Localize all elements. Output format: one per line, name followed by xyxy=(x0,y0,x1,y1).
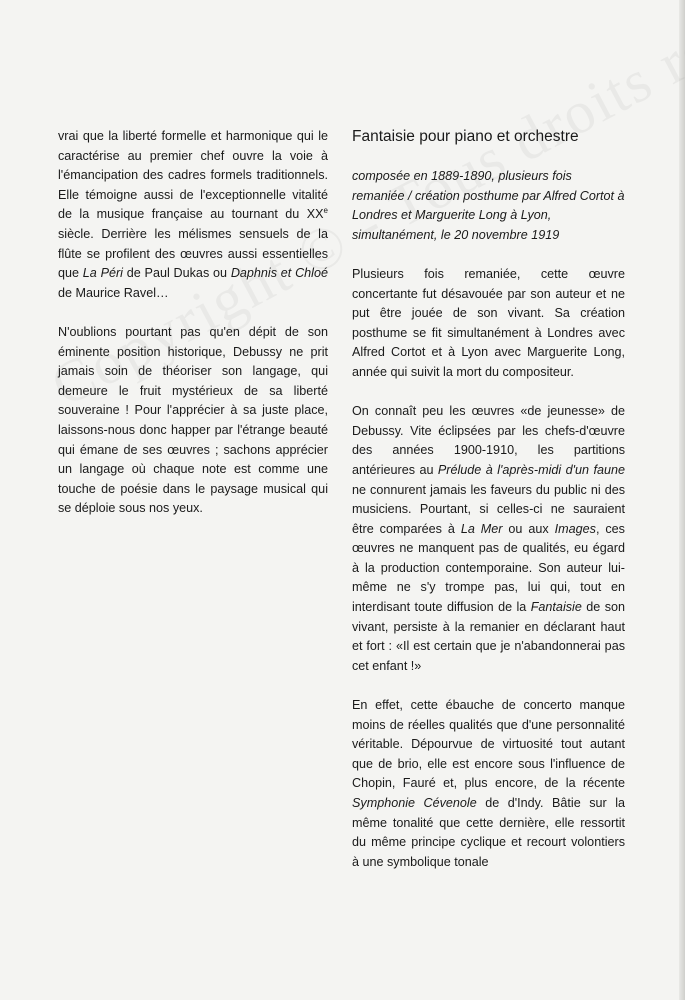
work-title: Daphnis et Chloé xyxy=(230,266,328,281)
section-subtitle: composée en 1889-1890, plusieurs fois remaniée / création posthume par Alfred Cortot à Londres et Marguerite Long à Lyon, simultanément, le 20 novembre 1919 xyxy=(352,169,625,242)
left-column xyxy=(58,127,328,519)
section-title: Fantaisie pour piano et orchestre xyxy=(352,128,579,145)
work-title: Symphonie Cévenole xyxy=(352,796,477,810)
left-paragraph-1: vrai que la liberté formelle et harmonique qui le caractérise au premier chef ouvre la voie à l'émancipation des cadres formels traditionnels. Elle témoigne aussi de l'exceptionnelle vitalité de la musique française au tournant du XXe siècle. Derrière les mélismes sensuels de la flûte se profilent des œuvres aussi essentielles que La Péri de Paul Dukas ou Daphnis et Chloé de Maurice Ravel… xyxy=(58,129,328,300)
work-title: La Mer xyxy=(460,521,503,536)
work-title: Images xyxy=(554,521,596,536)
right-column xyxy=(352,127,625,872)
right-paragraph-2: On connaît peu les œuvres «de jeunesse» de Debussy. Vite éclipsées par les chefs-d'œuvre des années 1900-1910, les partitions antérieures au Prélude à l'après-midi d'un faune ne connurent jamais les faveurs du public ni des musiciens. Pourtant, si celles-ci ne sauraient être comparées à La Mer ou aux Images, ces œuvres ne manquent pas de qualités, eu égard à la production contemporaine. Son auteur lui-même ne s'y trompe pas, lui qui, tout en interdisant toute diffusion de la Fantaisie de son vivant, persiste à la remanier en déclarant haut et fort : «Il est certain que je n'abandonnerai pas cet enfant !» xyxy=(352,404,626,673)
scan-edge xyxy=(679,0,685,1000)
work-title: La Péri xyxy=(82,266,123,281)
left-paragraph-2: N'oublions pourtant pas qu'en dépit de son éminente position historique, Debussy ne prit jamais soin de théoriser son langage, qui demeure le fruit mystérieux de sa liberté souveraine ! Pour l'apprécier à sa juste place, laissons-nous donc happer par l'étrange beauté qui émane de ses œuvres ; sachons apprécier un langage où chaque note est comme une touche de poésie dans le paysage musical qui se déploie sous nos yeux. xyxy=(58,324,328,516)
work-title: Prélude à l'après-midi d'un faune xyxy=(437,462,625,477)
work-title: Fantaisie xyxy=(530,600,582,615)
right-paragraph-3: En effet, cette ébauche de concerto manque moins de réelles qualités que d'une personnalité véritable. Dépourvue de virtuosité tout autant que de brio, elle est encore sous l'influence de Chopin, Fauré et, plus encore, de la récente Symphonie Cévenole de d'Indy. Bâtie sur la même tonalité que cette dernière, elle ressortit du même principe cyclique et recourt volontiers à une symbolique tonale xyxy=(352,698,625,869)
right-paragraph-1: Plusieurs fois remaniée, cette œuvre concertante fut désavouée par son auteur et ne put être jouée de son vivant. Sa création posthume se fit simultanément à Londres avec Alfred Cortot et à Lyon avec Marguerite Long, année qui suivit la mort du compositeur. xyxy=(352,266,625,379)
